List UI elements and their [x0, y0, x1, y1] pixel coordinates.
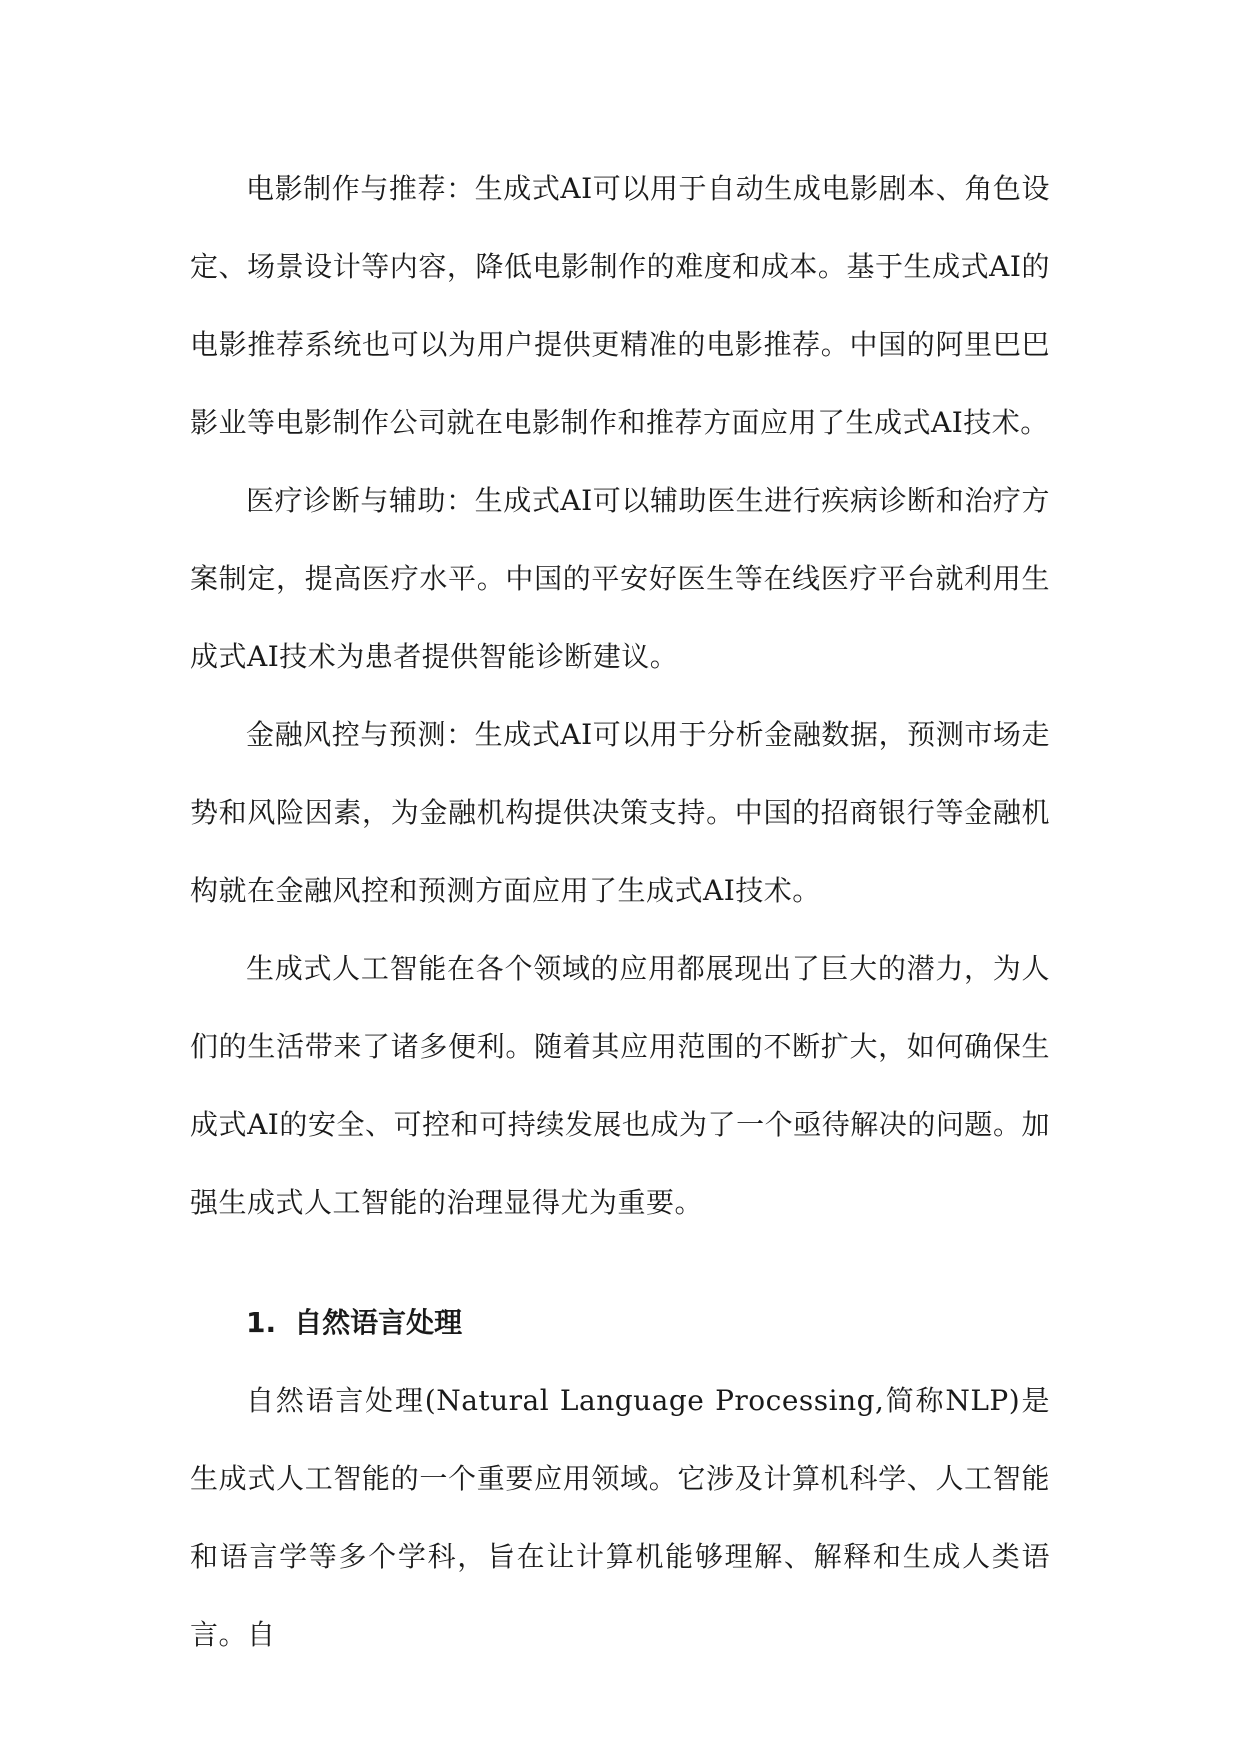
paragraph-summary: 生成式人工智能在各个领域的应用都展现出了巨大的潜力，为人们的生活带来了诸多便利。随着其应用范围的不断扩大，如何确保生成式AI的安全、可控和可持续发展也成为了一个亟待解决的问题。加强生成式人工智能的治理显得尤为重要。 [190, 952, 1050, 1219]
paragraph-film: 电影制作与推荐：生成式AI可以用于自动生成电影剧本、角色设定、场景设计等内容，降低电影制作的难度和成本。基于生成式AI的电影推荐系统也可以为用户提供更精准的电影推荐。中国的阿里巴巴影业等电影制作公司就在电影制作和推荐方面应用了生成式AI技术。 [190, 172, 1050, 439]
section-heading [190, 1284, 1050, 1362]
section-number: 1. [246, 1306, 277, 1339]
paragraph-finance: 金融风控与预测：生成式AI可以用于分析金融数据，预测市场走势和风险因素，为金融机构提供决策支持。中国的招商银行等金融机构就在金融风控和预测方面应用了生成式AI技术。 [190, 718, 1050, 907]
paragraph-medical: 医疗诊断与辅助：生成式AI可以辅助医生进行疾病诊断和治疗方案制定，提高医疗水平。中国的平安好医生等在线医疗平台就利用生成式AI技术为患者提供智能诊断建议。 [190, 484, 1050, 673]
document-page [190, 150, 1050, 1674]
paragraph-nlp: 自然语言处理(Natural Language Processing,简称NLP)是生成式人工智能的一个重要应用领域。它涉及计算机科学、人工智能和语言学等多个学科，旨在让计算机能够理解、解释和生成人类语言。自 [190, 1384, 1050, 1651]
section-title: 自然语言处理 [294, 1306, 463, 1339]
